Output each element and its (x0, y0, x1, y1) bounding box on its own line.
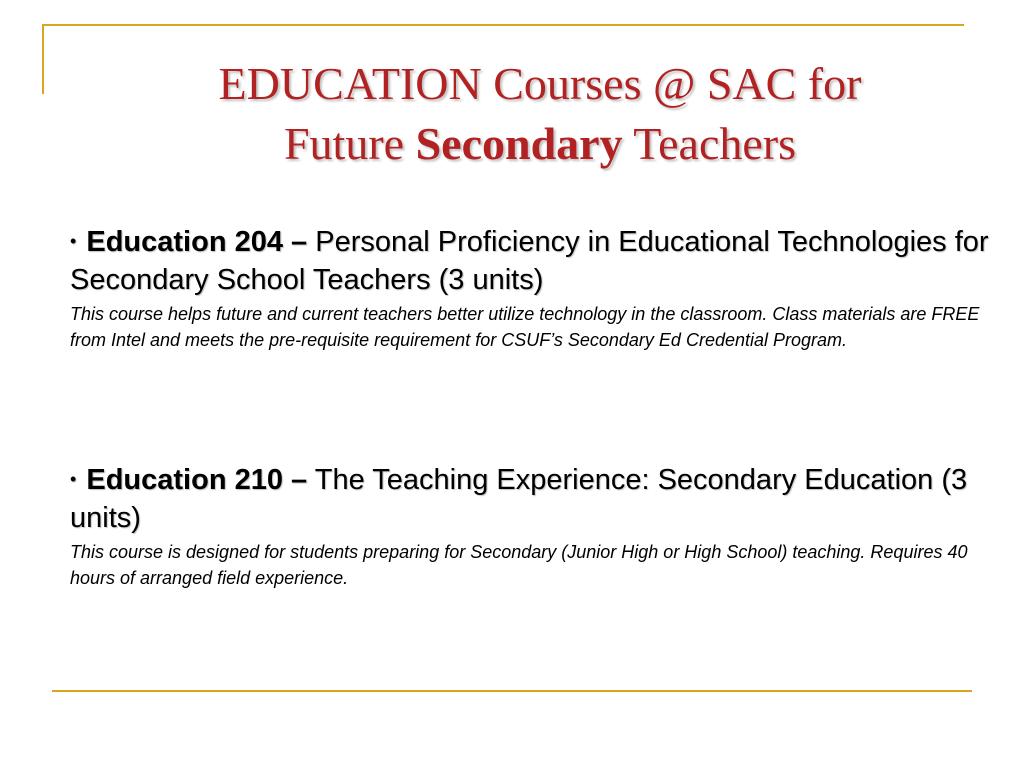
course-name: The Teaching Experience: Secondary Education (3 units) (70, 464, 968, 534)
course-code: Education 204 – (86, 226, 308, 258)
bullet-icon: • (70, 231, 77, 251)
course-item-edu-204 (70, 222, 990, 353)
course-name: Personal Proficiency in Educational Technologies for Secondary School Teachers (3 units) (70, 226, 989, 296)
title-line-2 (60, 114, 1020, 174)
course-description: This course is designed for students preparing for Secondary (Junior High or High School) teaching. Requires 40 hours of arranged field experience. (70, 542, 968, 588)
title-line-1: EDUCATION Courses @ SAC for (218, 58, 862, 109)
bullet-icon: • (70, 469, 77, 489)
course-heading (70, 222, 990, 299)
title-line-2-post: Teachers (622, 118, 797, 169)
top-accent-line (42, 24, 964, 26)
slide-title (60, 54, 1020, 174)
course-heading (70, 460, 990, 537)
title-line-2-bold: Secondary (415, 118, 623, 169)
bottom-accent-line (52, 690, 972, 692)
course-item-edu-210 (70, 460, 990, 591)
course-description: This course helps future and current teachers better utilize technology in the classroom. Class materials are FREE from Intel and meets the pre-requisite requirement for CSUF’s Secondary Ed Credential Program. (70, 304, 980, 350)
left-accent-line (42, 24, 44, 94)
course-code: Education 210 – (86, 464, 308, 496)
title-line-2-pre: Future (283, 118, 416, 169)
